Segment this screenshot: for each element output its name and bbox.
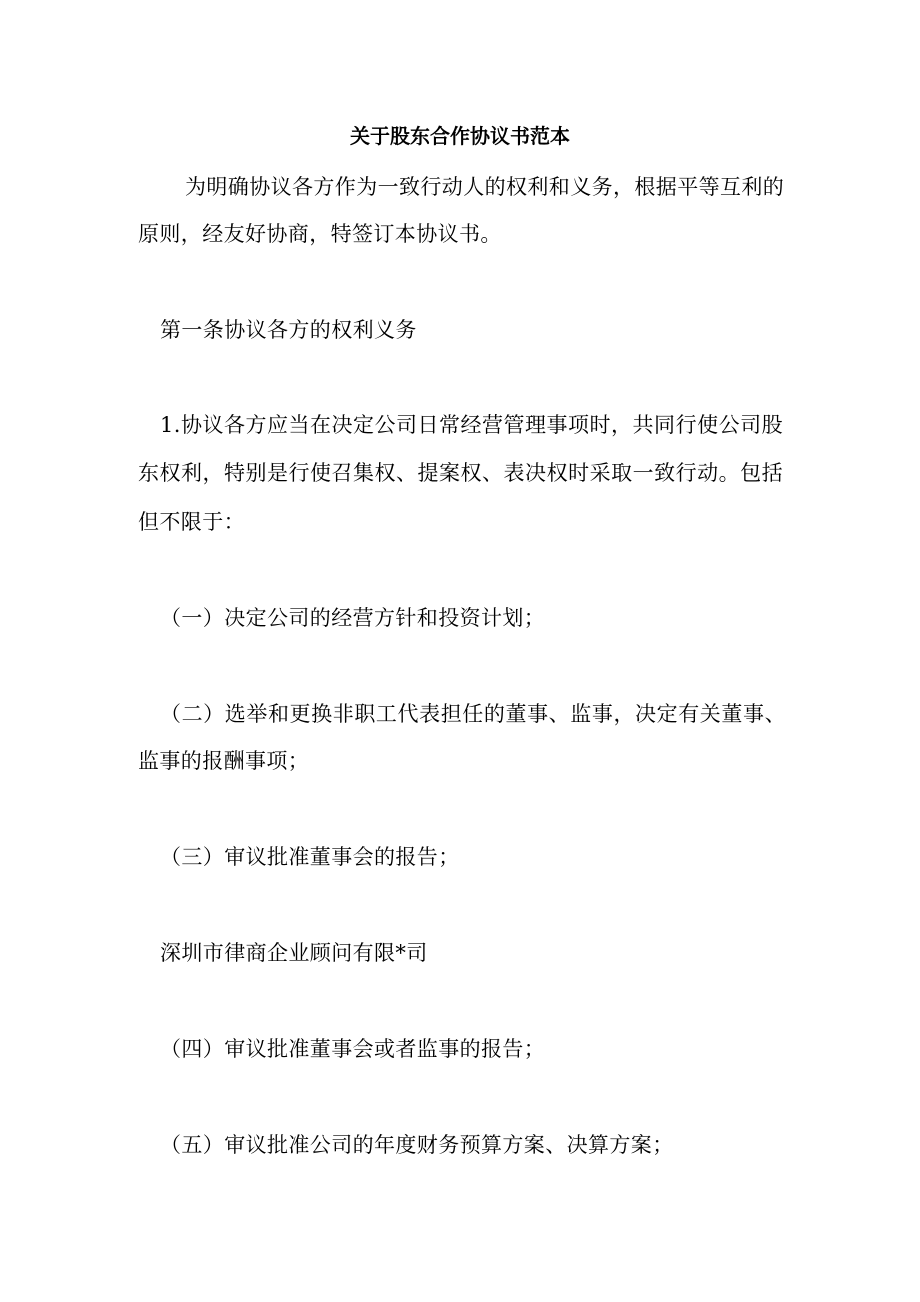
company-name: 深圳市律商企业顾问有限*司 bbox=[160, 941, 428, 965]
clause-1-line-1: 1.协议各方应当在决定公司日常经营管理事项时，共同行使公司股 bbox=[160, 413, 783, 437]
intro-paragraph-line-1: 为明确协议各方作为一致行动人的权利和义务，根据平等互利的 bbox=[185, 175, 785, 199]
item-2-line-1: （二）选举和更换非职工代表担任的董事、监事，决定有关董事、 bbox=[160, 702, 786, 726]
clause-1-line-3: 但不限于： bbox=[138, 510, 245, 534]
clause-1-line-2: 东权利，特别是行使召集权、提案权、表决权时采取一致行动。包括 bbox=[138, 461, 783, 485]
article-1-heading: 第一条协议各方的权利义务 bbox=[160, 318, 417, 342]
item-4: （四）审议批准董事会或者监事的报告； bbox=[160, 1037, 546, 1061]
item-5: （五）审议批准公司的年度财务预算方案、决算方案； bbox=[160, 1133, 674, 1157]
item-3: （三）审议批准董事会的报告； bbox=[160, 845, 460, 869]
item-2-line-2: 监事的报酬事项； bbox=[138, 749, 310, 773]
intro-paragraph-line-2: 原则，经友好协商，特签订本协议书。 bbox=[138, 222, 502, 246]
item-1: （一）决定公司的经营方针和投资计划； bbox=[160, 606, 546, 630]
document-title: 关于股东合作协议书范本 bbox=[350, 124, 570, 148]
